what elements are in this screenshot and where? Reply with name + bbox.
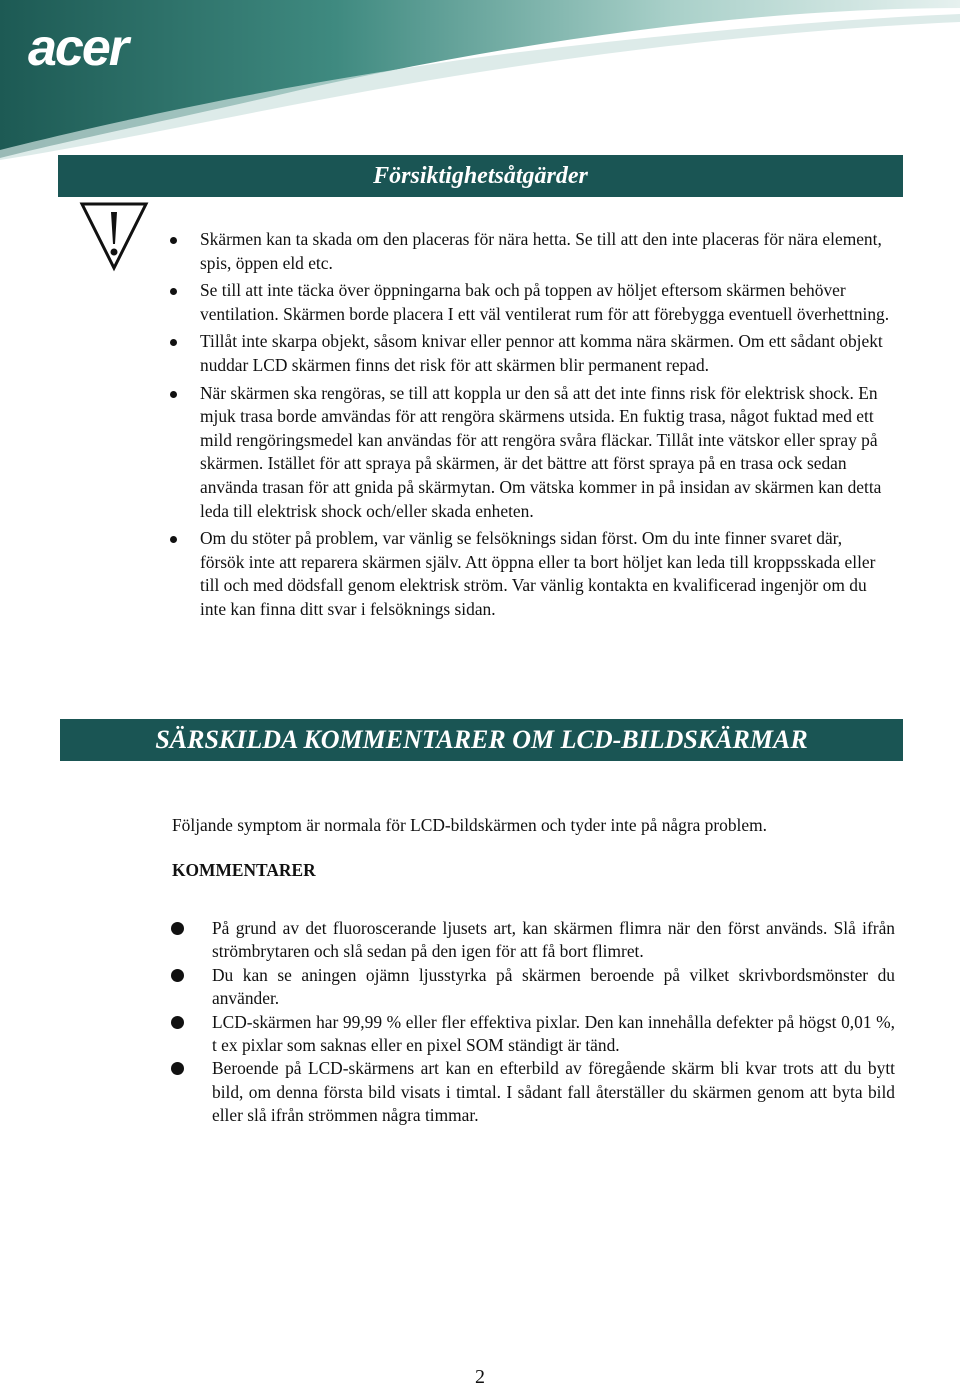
intro-paragraph: Följande symptom är normala för LCD-bildskärmen och tyder inte på några problem. <box>172 815 767 835</box>
list-item: Beroende på LCD-skärmens art kan en efterbild av föregående skärm bli kvar trots att du bytt bild, om denna första bild visats i timtal. I sådant fall återställer du skärmen genom att byta bild eller slå ifrån strömmen några timmar. <box>0 1057 960 1127</box>
bullet-icon <box>171 969 184 982</box>
list-item: LCD-skärmen har 99,99 % eller fler effektiva pixlar. Den kan innehålla defekter på högst 0,01 %, t ex pixlar som saknas eller en pixel SOM ständigt är tänd. <box>0 1011 960 1058</box>
list-item: Om du stöter på problem, var vänlig se felsöknings sidan först. Om du inte finner svaret där, försök inte att reparera skärmen själv. Att öppna eller ta bort höljet kan leda till kroppsskada eller till och med dödsfall genom elektrisk ström. Var vänlig kontakta en kvalificerad ingenjör om du inte kan finna ditt svar i felsöknings sidan. <box>0 527 960 621</box>
list-item: Tillåt inte skarpa objekt, såsom knivar eller pennor att komma nära skärmen. Om ett sådant objekt nuddar LCD skärmen finns det risk för att skärmen blir permanent repad. <box>0 330 960 377</box>
list-item: Skärmen kan ta skada om den placeras för nära hetta. Se till att den inte placeras för nära element, spis, öppen eld etc. <box>0 228 960 275</box>
bullet-icon <box>170 391 177 398</box>
bullet-icon <box>170 237 177 244</box>
bullet-icon <box>170 288 177 295</box>
page-header <box>0 0 960 160</box>
bullet-icon <box>170 536 177 543</box>
section-title-lcd-comments: SÄRSKILDA KOMMENTARER OM LCD-BILDSKÄRMAR <box>60 719 903 761</box>
list-item: Du kan se aningen ojämn ljusstyrka på skärmen beroende på vilket skrivbordsmönster du använder. <box>0 964 960 1011</box>
section-title-precautions: Försiktighetsåtgärder <box>58 155 903 197</box>
list-item: När skärmen ska rengöras, se till att koppla ur den så att det inte finns risk för elektrisk shock. En mjuk trasa borde amvändas för att rengöra skärmens utsida. En fuktig trasa, något fuktad med ett mild rengöringsmedel kan användas för att rengöra svåra fläckar. Tillåt inte vätskor eller spray på skärmen. Istället för att spraya på skärmen, är det bättre att först spraya på en trasa ock sedan använda trasan för att gnida på skärmytan. Om vätska kommer in på insidan av skärmen kan detta leda till elektrisk shock och/eller skada enheten. <box>0 382 960 524</box>
header-banner <box>0 0 960 160</box>
list-item: På grund av det fluoroscerande ljusets art, kan skärmen flimra när den först används. Slå ifrån strömbrytaren och slå sedan på den igen för att få bort flimret. <box>0 917 960 964</box>
comments-list <box>0 917 960 1128</box>
bullet-icon <box>171 1062 184 1075</box>
precautions-list <box>0 228 960 626</box>
list-item: Se till att inte täcka över öppningarna bak och på toppen av höljet eftersom skärmen behöver ventilation. Skärmen borde placera I ett väl ventilerat rum för att förebygga eventuell överhettning. <box>0 279 960 326</box>
subheading: KOMMENTARER <box>172 860 316 880</box>
bullet-icon <box>170 339 177 346</box>
page-number: 2 <box>475 1366 485 1388</box>
bullet-icon <box>171 922 184 935</box>
bullet-icon <box>171 1016 184 1029</box>
acer-logo: acer <box>28 19 127 77</box>
